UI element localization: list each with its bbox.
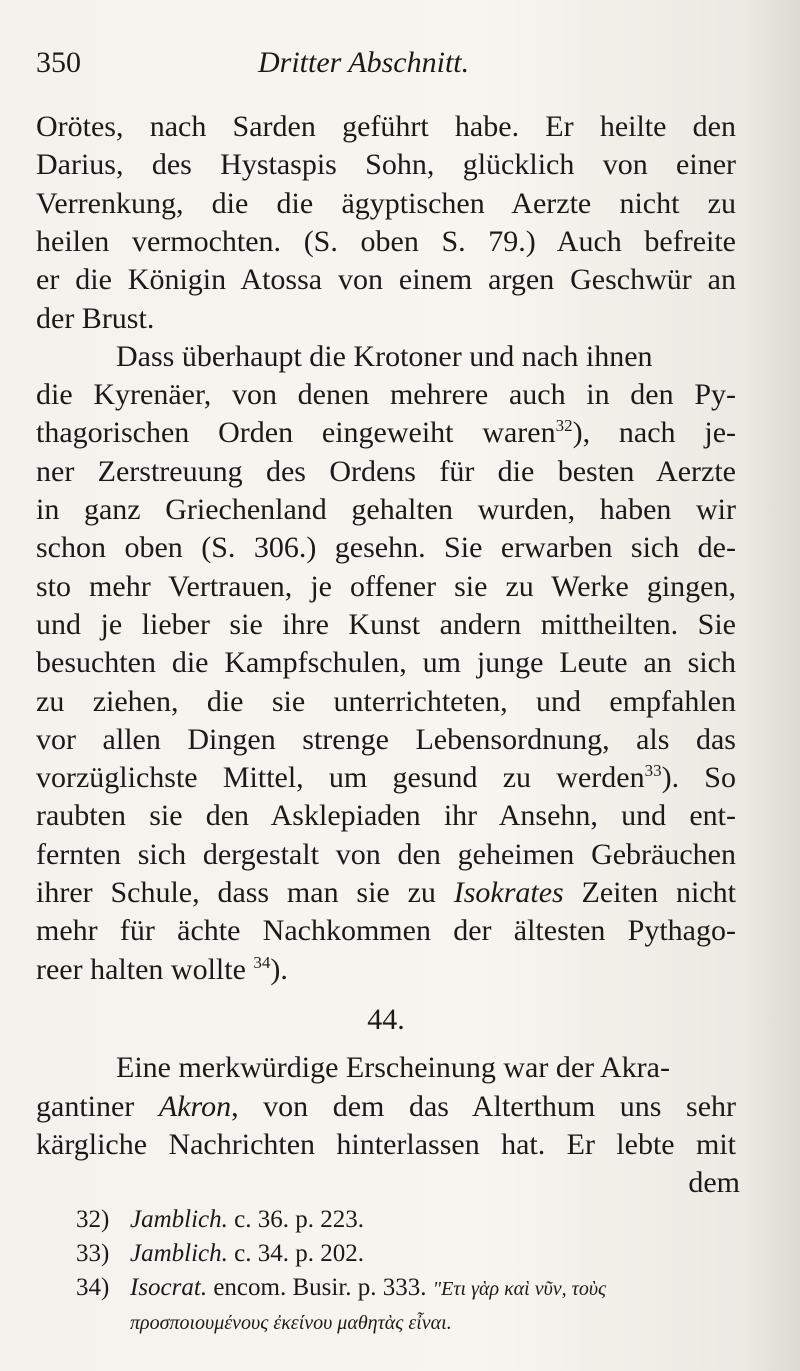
- line-text: ihrer Schule, dass man sie zu: [36, 876, 454, 909]
- text-line: [36, 1088, 736, 1126]
- text-line: [36, 683, 736, 721]
- line-text: Verrenkung, die die ägyptischen Aerzte nicht zu: [36, 186, 736, 220]
- text-line: [36, 376, 736, 414]
- line-text: Darius, des Hystaspis Sohn, glücklich von einer: [36, 148, 736, 182]
- text-line: [36, 644, 736, 682]
- line-text: Dass überhaupt die Krotoner und nach ihnen: [116, 339, 653, 373]
- footnote-source: Jamblich.: [130, 1206, 235, 1233]
- line-text-tail: ).: [270, 952, 288, 986]
- line-text: raubten sie den Asklepiaden ihr Ansehn, und ent-: [36, 799, 736, 833]
- line-text: gantiner: [36, 1089, 159, 1123]
- footnote-source: Jamblich.: [130, 1240, 235, 1267]
- italic-name: Isokrates: [453, 876, 564, 909]
- italic-name: Akron: [158, 1089, 232, 1123]
- text-line: [36, 1049, 736, 1087]
- line-text-tail: ). So: [661, 761, 736, 795]
- text-line: [36, 836, 736, 874]
- footnote-reference: c. 34. p. 202.: [234, 1240, 364, 1267]
- footnote-number: 34): [76, 1274, 110, 1301]
- footnote: [76, 1238, 756, 1270]
- line-text: besuchten die Kampfschulen, um junge Leute an sich: [36, 646, 736, 680]
- line-text: thagorischen Orden eingeweiht waren: [36, 416, 556, 450]
- text-line: [36, 185, 736, 223]
- text-line: [36, 338, 736, 376]
- greek-quote: "Ετι γὰρ καὶ νῦν, τοὺς: [432, 1278, 607, 1300]
- line-text: er die Königin Atossa von einem argen Geschwür an: [36, 263, 736, 297]
- footnote: [76, 1204, 756, 1236]
- page-header: [36, 46, 756, 86]
- footnote-reference: c. 36. p. 223.: [234, 1206, 364, 1233]
- footnote-number: 32): [76, 1206, 110, 1233]
- text-line: [36, 300, 736, 338]
- text-line: [36, 1126, 736, 1164]
- text-line: [36, 951, 736, 989]
- line-text: die Kyrenäer, von denen mehrere auch in den Py-: [36, 378, 736, 412]
- text-line: [36, 223, 736, 261]
- text-line: [36, 1164, 740, 1202]
- line-text: dem: [688, 1166, 740, 1200]
- line-text: ner Zerstreuung des Ordens für die besten Aerzte: [36, 454, 736, 488]
- line-text: reer halten wollte: [36, 952, 254, 986]
- line-text-tail: , von dem das Alterthum uns sehr: [231, 1089, 736, 1123]
- footnote-marker: 33: [644, 761, 662, 781]
- text-line: [36, 874, 736, 912]
- text-line: [36, 721, 736, 759]
- footnote-reference: encom. Busir. p. 333.: [213, 1274, 433, 1301]
- line-text: in ganz Griechenland gehalten wurden, haben wir: [36, 493, 736, 526]
- line-text: fernten sich dergestalt von den geheimen Gebräuchen: [36, 837, 736, 871]
- text-line: [36, 261, 736, 299]
- line-text: der Brust.: [36, 301, 155, 335]
- line-text: Eine merkwürdige Erscheinung war der Akra-: [116, 1051, 670, 1085]
- text-line: [36, 529, 736, 567]
- text-line: [36, 759, 736, 797]
- running-head: Dritter Abschnitt.: [258, 46, 470, 79]
- line-text: und je lieber sie ihre Kunst andern mittheilten. Sie: [36, 607, 736, 641]
- footnote-number: 33): [76, 1240, 110, 1267]
- line-text: mehr für ächte Nachkommen der ältesten Pythago-: [36, 914, 736, 948]
- text-line: [36, 568, 736, 606]
- line-text: heilen vermochten. (S. oben S. 79.) Auch befreite: [36, 224, 736, 258]
- line-text: vor allen Dingen strenge Lebensordnung, als das: [36, 722, 736, 756]
- text-line: [36, 146, 736, 184]
- footnote-marker: 32: [555, 416, 573, 436]
- line-text: zu ziehen, die sie unterrichteten, und empfahlen: [36, 684, 736, 718]
- page-edge-shadow: [745, 0, 800, 1371]
- greek-quote: προσποιουμένους ἐκείνου μαθητὰς εἶναι.: [130, 1312, 452, 1334]
- text-line: [36, 491, 736, 529]
- footnote-marker: 34: [253, 952, 271, 972]
- text-line: [36, 108, 736, 146]
- footnote-source: Isocrat.: [130, 1274, 214, 1301]
- line-text-tail: Zeiten nicht: [563, 876, 736, 909]
- line-text: vorzüglichste Mittel, um gesund zu werden: [36, 761, 645, 795]
- text-line: [36, 797, 736, 835]
- text-line: [36, 912, 736, 950]
- line-text: Orötes, nach Sarden geführt habe. Er heilte den: [36, 110, 736, 143]
- footnote: [76, 1272, 756, 1305]
- footnote: [76, 1306, 756, 1339]
- section-number: [36, 1001, 736, 1039]
- line-text: sto mehr Vertrauen, je offener sie zu Werke gingen,: [36, 569, 736, 603]
- text-line: [36, 414, 736, 452]
- line-text: kärgliche Nachrichten hinterlassen hat. Er lebte mit: [36, 1127, 736, 1161]
- line-text-tail: ), nach je-: [572, 416, 737, 450]
- text-line: [36, 606, 736, 644]
- text-line: [36, 453, 736, 491]
- page-number: 350: [36, 46, 81, 79]
- line-text: 44.: [367, 1002, 405, 1036]
- line-text: schon oben (S. 306.) gesehn. Sie erwarben sich de-: [36, 531, 736, 565]
